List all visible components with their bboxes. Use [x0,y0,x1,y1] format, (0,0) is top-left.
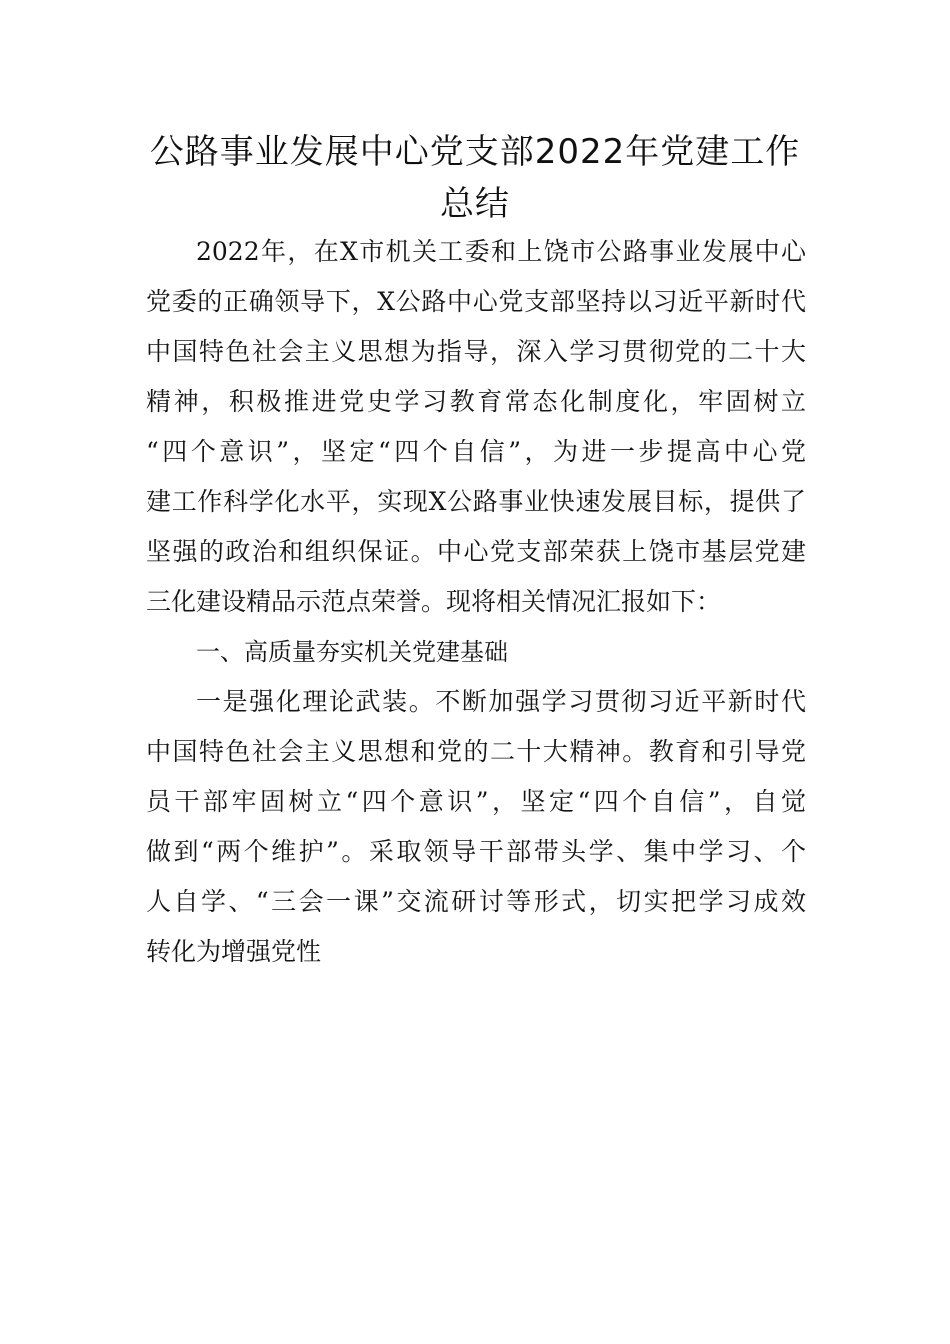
paragraph-line: 转化为增强党性 [146,937,322,966]
paragraph-line: 做到“两个维护”。采取领导干部带头学、集中学习、个 [146,837,806,866]
paragraph-line: 员干部牢固树立“四个意识”，坚定“四个自信”，自觉 [146,787,806,816]
section-heading-1: 一、高质量夯实机关党建基础 [196,638,508,666]
document-title-line-1: 公路事业发展中心党支部2022年党建工作 [149,132,801,172]
paragraph-line: 精神，积极推进党史学习教育常态化制度化，牢固树立 [146,387,806,416]
paragraph-line: 中国特色社会主义思想为指导，深入学习贯彻党的二十大 [146,337,806,366]
paragraph-line: 一是强化理论武装。不断加强学习贯彻习近平新时代 [196,687,806,716]
paragraph-line: 三化建设精品示范点荣誉。现将相关情况汇报如下： [146,587,722,616]
paragraph-line: 2022年，在X市机关工委和上饶市公路事业发展中心 [196,237,806,266]
paragraph-line: “四个意识”，坚定“四个自信”，为进一步提高中心党 [146,437,806,466]
paragraph-line: 党委的正确领导下，X公路中心党支部坚持以习近平新时代 [146,287,806,316]
paragraph-line: 建工作科学化水平，实现X公路事业快速发展目标，提供了 [146,487,806,516]
document-title-line-2: 总结 [440,184,510,224]
paragraph-line: 坚强的政治和组织保证。中心党支部荣获上饶市基层党建 [146,537,806,566]
paragraph-line: 中国特色社会主义思想和党的二十大精神。教育和引导党 [146,737,806,766]
paragraph-line: 人自学、“三会一课”交流研讨等形式，切实把学习成效 [146,887,806,916]
